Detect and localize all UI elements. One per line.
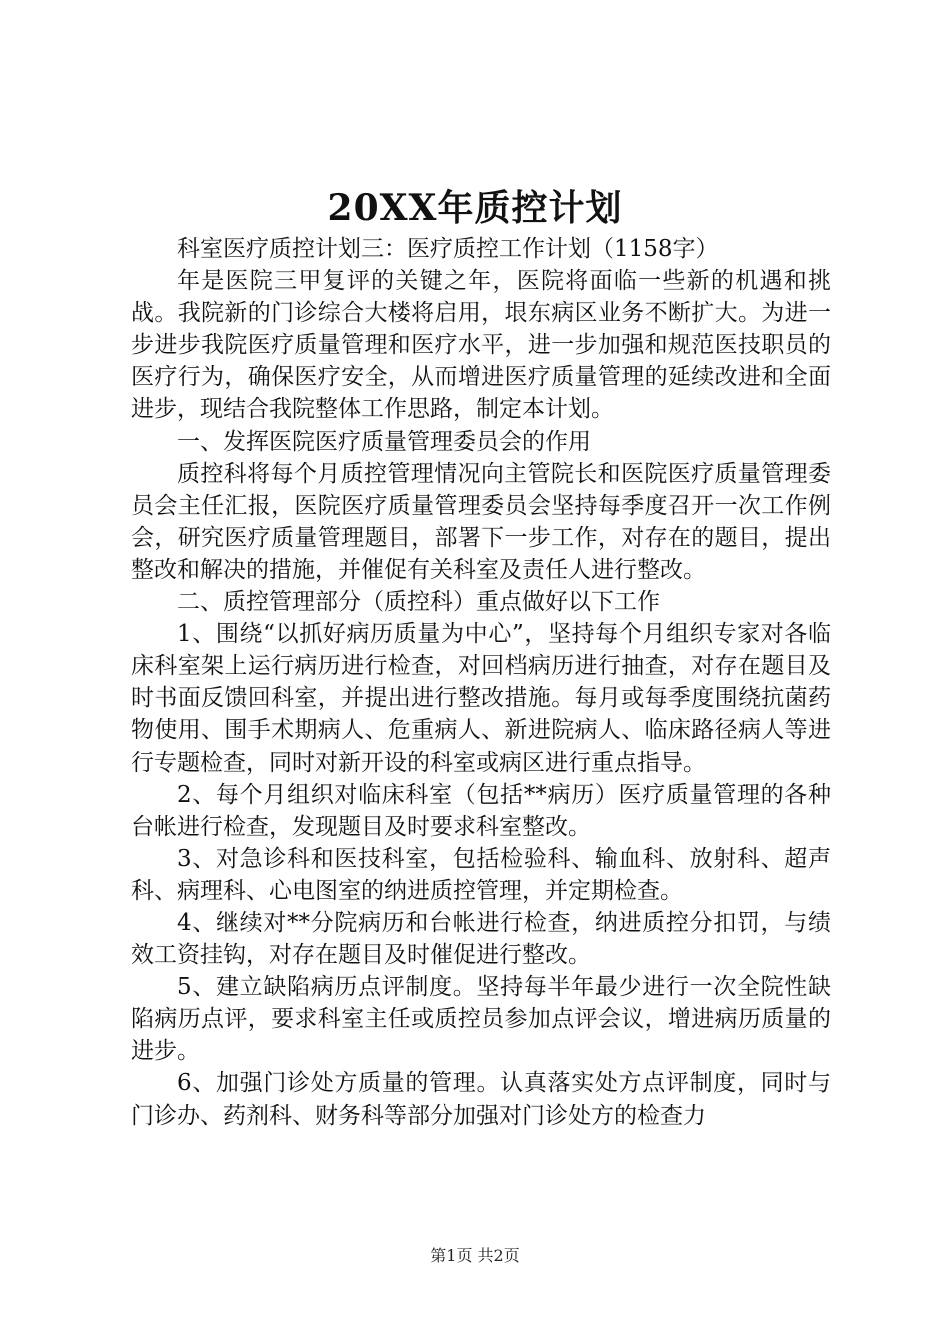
paragraph: 质控科将每个月质控管理情况向主管院长和医院医疗质量管理委员会主任汇报，医院医疗质量管理委员会坚持每季度召开一次工作例会，研究医疗质量管理题目，部署下一步工作，对存在的题目，提出整改和解决的措施，并催促有关科室及责任人进行整改。 xyxy=(131,460,831,583)
document-body xyxy=(131,233,831,1132)
paragraph-subtitle: 科室医疗质控计划三：医疗质控工作计划（1158字） xyxy=(177,236,719,262)
list-item: 2、每个月组织对临床科室（包括**病历）医疗质量管理的各种台帐进行检查，发现题目及时要求科室整改。 xyxy=(131,781,831,840)
document-title: 20XX年质控计划 xyxy=(327,187,623,229)
paragraph-intro: 年是医院三甲复评的关键之年，医院将面临一些新的机遇和挑战。我院新的门诊综合大楼将启用，垠东病区业务不断扩大。为进一步进步我院医疗质量管理和医疗水平，进一步加强和规范医技职员的医疗行为，确保医疗安全，从而增进医疗质量管理的延续改进和全面进步，现结合我院整体工作思路，制定本计划。 xyxy=(131,268,831,423)
list-item: 1、围绕“以抓好病历质量为中心”，坚持每个月组织专家对各临床科室架上运行病历进行检查，对回档病历进行抽查，对存在题目及时书面反馈回科室，并提出进行整改措施。每月或每季度围绕抗菌药物使用、围手术期病人、危重病人、新进院病人、临床路径病人等进行专题检查，同时对新开设的科室或病区进行重点指导。 xyxy=(131,621,831,776)
section-heading-2: 二、质控管理部分（质控科）重点做好以下工作 xyxy=(177,589,660,616)
list-item: 6、加强门诊处方质量的管理。认真落实处方点评制度，同时与门诊办、药剂科、财务科等部分加强对门诊处方的检查力 xyxy=(131,1070,831,1129)
list-item: 4、继续对**分院病历和台帐进行检查，纳进质控分扣罚，与绩效工资挂钩，对存在题目及时催促进行整改。 xyxy=(131,909,831,969)
section-heading-1: 一、发挥医院医疗质量管理委员会的作用 xyxy=(177,428,591,455)
list-item: 3、对急诊科和医技科室，包括检验科、输血科、放射科、超声科、病理科、心电图室的纳进质控管理，并定期检查。 xyxy=(131,845,831,904)
list-item: 5、建立缺陷病历点评制度。坚持每半年最少进行一次全院性缺陷病历点评，要求科室主任或质控员参加点评会议，增进病历质量的进步。 xyxy=(131,974,831,1065)
page-footer: 第1页 共2页 xyxy=(430,1246,520,1265)
